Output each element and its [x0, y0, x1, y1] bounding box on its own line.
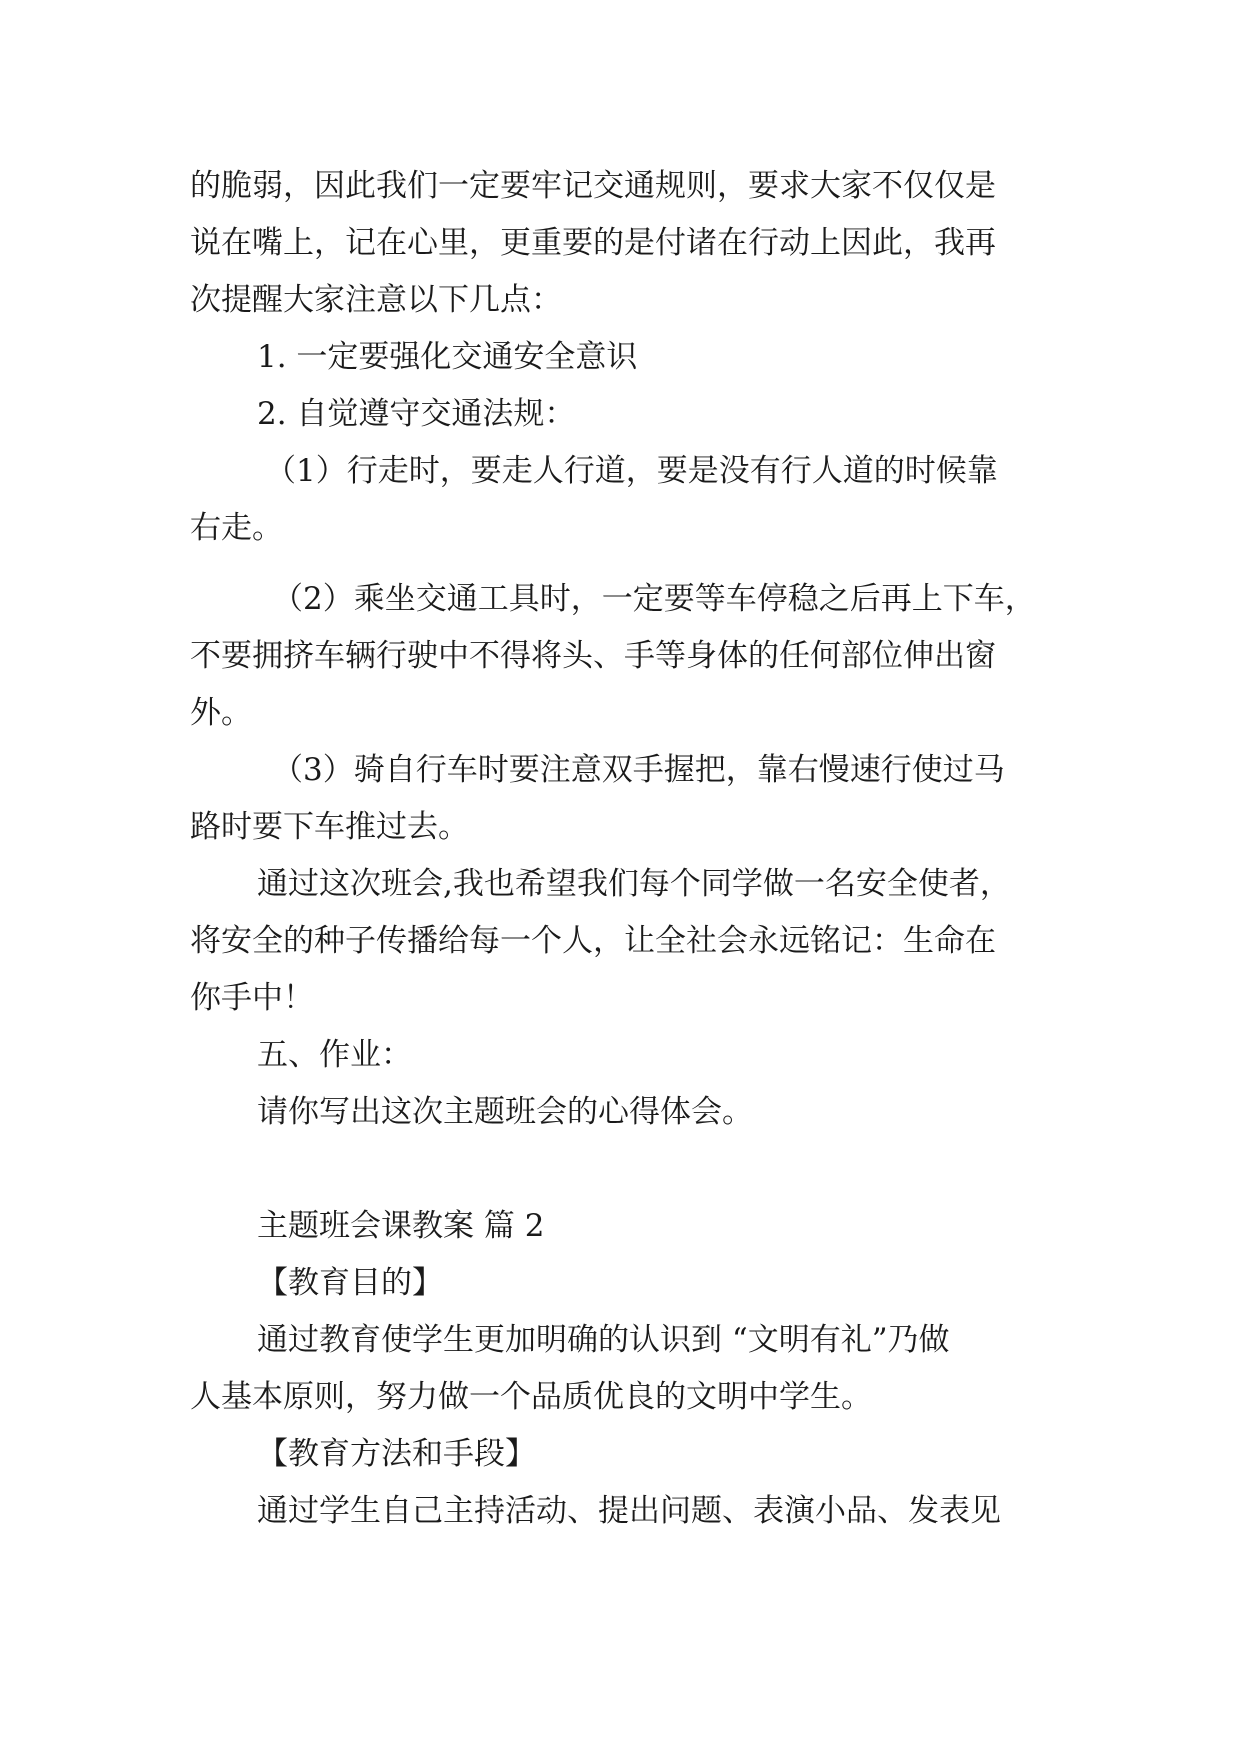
paragraph-line: 的脆弱，因此我们一定要牢记交通规则，要求大家不仅仅是 — [190, 168, 996, 204]
sub-list-item: （2）乘坐交通工具时，一定要等车停稳之后再上下车， — [272, 581, 1036, 617]
section-heading: 【教育目的】 — [257, 1265, 443, 1301]
section-title: 主题班会课教案 篇 2 — [257, 1208, 545, 1244]
sub-list-item: （1）行走时，要走人行道，要是没有行人道的时候靠 — [265, 453, 998, 489]
list-item: 1. 一定要强化交通安全意识 — [257, 339, 638, 375]
paragraph-line: 右走。 — [190, 510, 283, 546]
paragraph-line: 外。 — [190, 695, 252, 731]
paragraph-line: 通过学生自己主持活动、提出问题、表演小品、发表见 — [257, 1493, 1001, 1529]
list-item: 2. 自觉遵守交通法规： — [257, 396, 576, 432]
paragraph-line: 说在嘴上，记在心里，更重要的是付诸在行动上因此，我再 — [190, 225, 996, 261]
section-heading: 五、作业： — [257, 1037, 412, 1073]
section-heading: 【教育方法和手段】 — [257, 1436, 536, 1472]
paragraph-line: 请你写出这次主题班会的心得体会。 — [257, 1094, 753, 1130]
sub-list-item: （3）骑自行车时要注意双手握把，靠右慢速行使过马 — [272, 752, 1005, 788]
paragraph-line: 路时要下车推过去。 — [190, 809, 469, 845]
paragraph-line: 不要拥挤车辆行驶中不得将头、手等身体的任何部位伸出窗 — [190, 638, 996, 674]
paragraph-line: 将安全的种子传播给每一个人，让全社会永远铭记：生命在 — [190, 923, 996, 959]
paragraph-line: 次提醒大家注意以下几点： — [190, 282, 562, 318]
paragraph-line: 通过教育使学生更加明确的认识到 “文明有礼”乃做 — [257, 1322, 950, 1358]
paragraph-line: 人基本原则，努力做一个品质优良的文明中学生。 — [190, 1379, 872, 1415]
paragraph-line: 通过这次班会,我也希望我们每个同学做一名安全使者， — [257, 866, 1011, 902]
paragraph-line: 你手中！ — [190, 980, 314, 1016]
